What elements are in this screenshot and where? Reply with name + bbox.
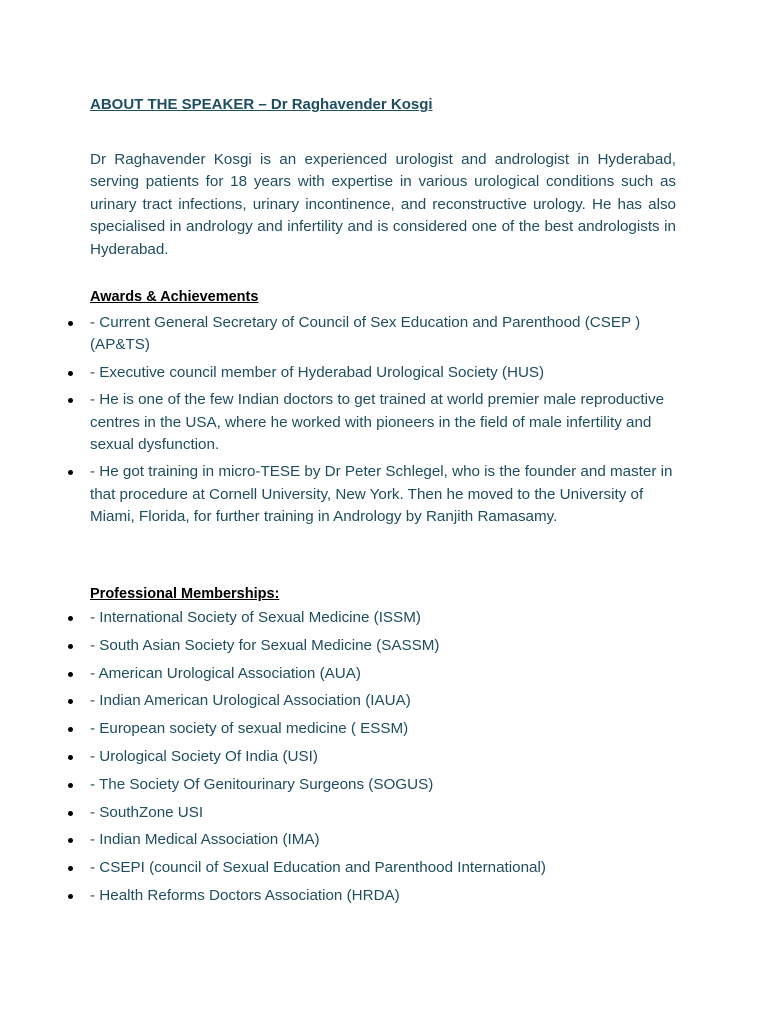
- bullet-icon: [68, 470, 73, 475]
- bullet-icon: [68, 616, 73, 621]
- membership-list-item: [0, 718, 700, 746]
- memberships-heading: Professional Memberships:: [90, 586, 280, 602]
- awards-item-text: - Executive council member of Hyderabad Urological Society (HUS): [90, 363, 545, 381]
- speaker-intro-paragraph: Dr Raghavender Kosgi is an experienced urologist and andrologist in Hyderabad, serving patients for 18 years with expertise in various urological conditions such as urinary tract infections, urinary incontinence, and reconstructive urology. He has also specialised in andrology and infertility and is considered one of the best andrologists in Hyderabad.: [90, 151, 676, 258]
- membership-list-item: [0, 607, 700, 635]
- awards-list-item: [0, 312, 700, 357]
- bullet-icon: [68, 811, 73, 816]
- membership-list-item: [0, 829, 700, 857]
- membership-item-text: - Indian Medical Association (IMA): [90, 831, 320, 849]
- awards-item-text: - Current General Secretary of Council of Sex Education and Parenthood (CSEP ) (AP&TS): [90, 314, 641, 354]
- bullet-icon: [68, 321, 73, 326]
- membership-item-text: - International Society of Sexual Medicine (ISSM): [90, 609, 421, 626]
- membership-list-item: [0, 663, 700, 691]
- membership-item-text: - Urological Society Of India (USI): [90, 747, 318, 765]
- bullet-icon: [68, 783, 73, 788]
- membership-item-text: - CSEPI (council of Sexual Education and Parenthood International): [90, 859, 546, 877]
- awards-list: [0, 312, 700, 534]
- awards-list-item: [0, 461, 700, 528]
- bullet-icon: [68, 398, 73, 403]
- membership-item-text: - European society of sexual medicine ( ESSM): [90, 720, 409, 738]
- membership-list-item: [0, 857, 700, 885]
- bullet-icon: [68, 672, 73, 677]
- membership-item-text: - South Asian Society for Sexual Medicine (SASSM): [90, 636, 440, 654]
- page-title: ABOUT THE SPEAKER – Dr Raghavender Kosgi: [90, 96, 433, 113]
- membership-list-item: [0, 690, 700, 718]
- membership-item-text: - Health Reforms Doctors Association (HRDA): [90, 886, 400, 904]
- awards-heading: Awards & Achievements: [90, 289, 259, 305]
- bullet-icon: [68, 699, 73, 704]
- bullet-icon: [68, 644, 73, 649]
- membership-item-text: - The Society Of Genitourinary Surgeons (SOGUS): [90, 775, 434, 793]
- awards-item-text: - He got training in micro-TESE by Dr Peter Schlegel, who is the founder and master in that procedure at Cornell University, New York. Then he moved to the University of Miami, Florida, for further training in Andrology by Ranjith Ramasamy.: [90, 463, 673, 526]
- membership-item-text: - Indian American Urological Association (IAUA): [90, 692, 411, 710]
- awards-item-text: - He is one of the few Indian doctors to get trained at world premier male reproductive centres in the USA, where he worked with pioneers in the field of male infertility and sexual dysfunction.: [90, 391, 665, 454]
- bullet-icon: [68, 371, 73, 376]
- membership-list-item: [0, 802, 700, 830]
- memberships-list: [0, 607, 700, 913]
- membership-list-item: [0, 635, 700, 663]
- membership-item-text: - SouthZone USI: [90, 803, 204, 821]
- membership-item-text: - American Urological Association (AUA): [90, 664, 361, 682]
- awards-list-item: [0, 389, 700, 456]
- membership-list-item: [0, 746, 700, 774]
- bullet-icon: [68, 755, 73, 760]
- bullet-icon: [68, 838, 73, 843]
- awards-list-item: [0, 362, 700, 384]
- membership-list-item: [0, 774, 700, 802]
- membership-list-item: [0, 885, 700, 913]
- bullet-icon: [68, 866, 73, 871]
- bullet-icon: [68, 894, 73, 899]
- bullet-icon: [68, 727, 73, 732]
